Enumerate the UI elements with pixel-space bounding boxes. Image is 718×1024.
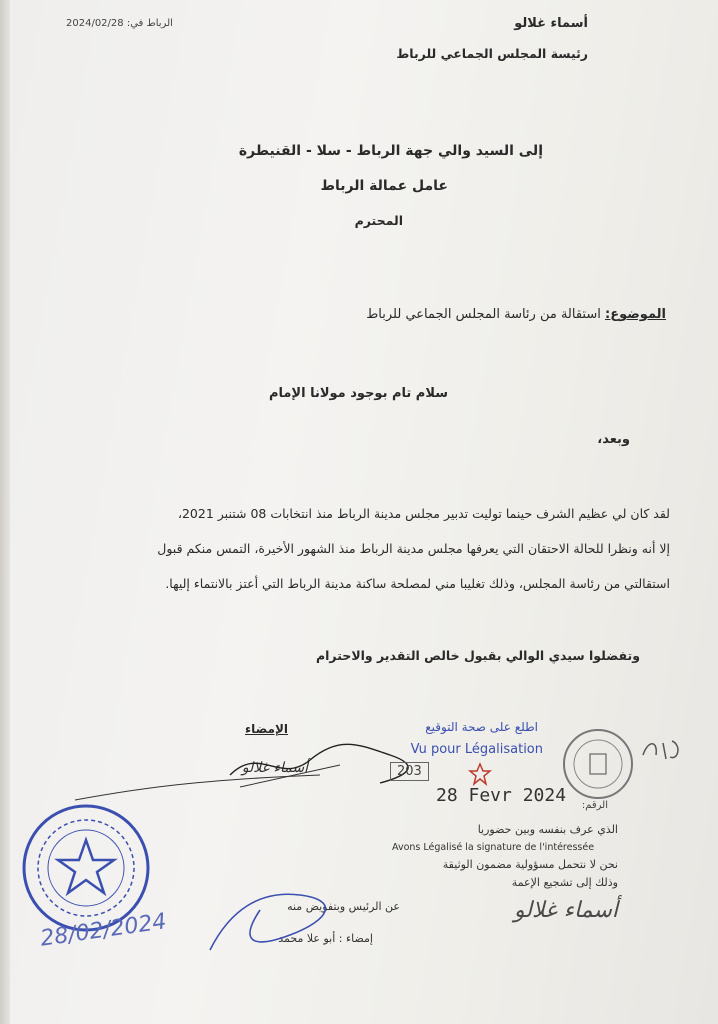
official-signature-scribble [200,880,340,960]
official-line-1: عن الرئيس وبتفويض منه [287,900,400,913]
signature-label: الإمضاء [245,722,288,736]
legalization-french: Vu pour Légalisation [410,742,543,757]
body-line-3: استقالتي من رئاسة المجلس، وذلك تغليبا مني لمصلحة ساكنة مدينة الرباط التي أعتز بالانتماء إليها. [165,576,670,591]
legalization-round-stamp-icon [560,726,640,806]
recipient-line-1: إلى السيد والي جهة الرباط - سلا - القنيطرة [238,143,543,159]
legalization-text-3: نحن لا نتحمل مسؤولية مضمون الوثيقة [442,858,618,871]
closing: وتفضلوا سيدي الوالي بقبول خالص التقدير والاحترام [315,648,640,663]
legalization-note-label: الرقم: [581,800,608,811]
recipient-line-3: المحترم [354,213,403,228]
legalization-text-2: Avons Légalisé la signature de l'intéressée [392,842,595,853]
stamp-handwritten-date: 28/02/2024 [38,909,168,952]
handwritten-mark [638,735,688,765]
official-line-2: إمضاء : أبو علا محمد [278,932,373,945]
legalization-text-4: وذلك إلى تشجيع الإعمة [511,876,618,889]
legalization-number: 203 [390,762,429,781]
sender-title: رئيسة المجلس الجماعي للرباط [396,46,588,61]
page-edge-shadow [0,0,10,1024]
subject-label: الموضوع: [605,307,666,322]
legalization-handwritten-name: أسماء غلالو [513,898,618,923]
sender-name: أسماء غلالو [514,16,588,31]
star-icon [468,762,492,786]
body-line-1: لقد كان لي عظيم الشرف حينما توليت تدبير مجلس مدينة الرباط منذ انتخابات 08 شتنبر 2021، [177,506,670,521]
legalization-date: 28 Fevr 2024 [436,785,567,806]
salutation: سلام تام بوجود مولانا الإمام [268,386,448,401]
legalization-text-1: الذي عرف بنفسه وبين حضوريا [477,823,618,836]
subject-text: استقالة من رئاسة المجلس الجماعي للرباط [366,307,601,322]
signature-name: أسماء غلالو [241,760,308,776]
recipient-line-2: عامل عمالة الرباط [320,178,448,194]
body-line-2: إلا أنه ونظرا للحالة الاحتقان التي يعرفها مجلس مدينة الرباط منذ الشهور الأخيرة، التمس منكم قبول [157,541,670,556]
legalization-arabic: اطلع على صحة التوقيع [425,720,538,734]
subject-line [366,307,666,322]
date-label: الرباط في: 2024/02/28 [66,18,173,29]
opening: وبعد، [597,432,630,447]
